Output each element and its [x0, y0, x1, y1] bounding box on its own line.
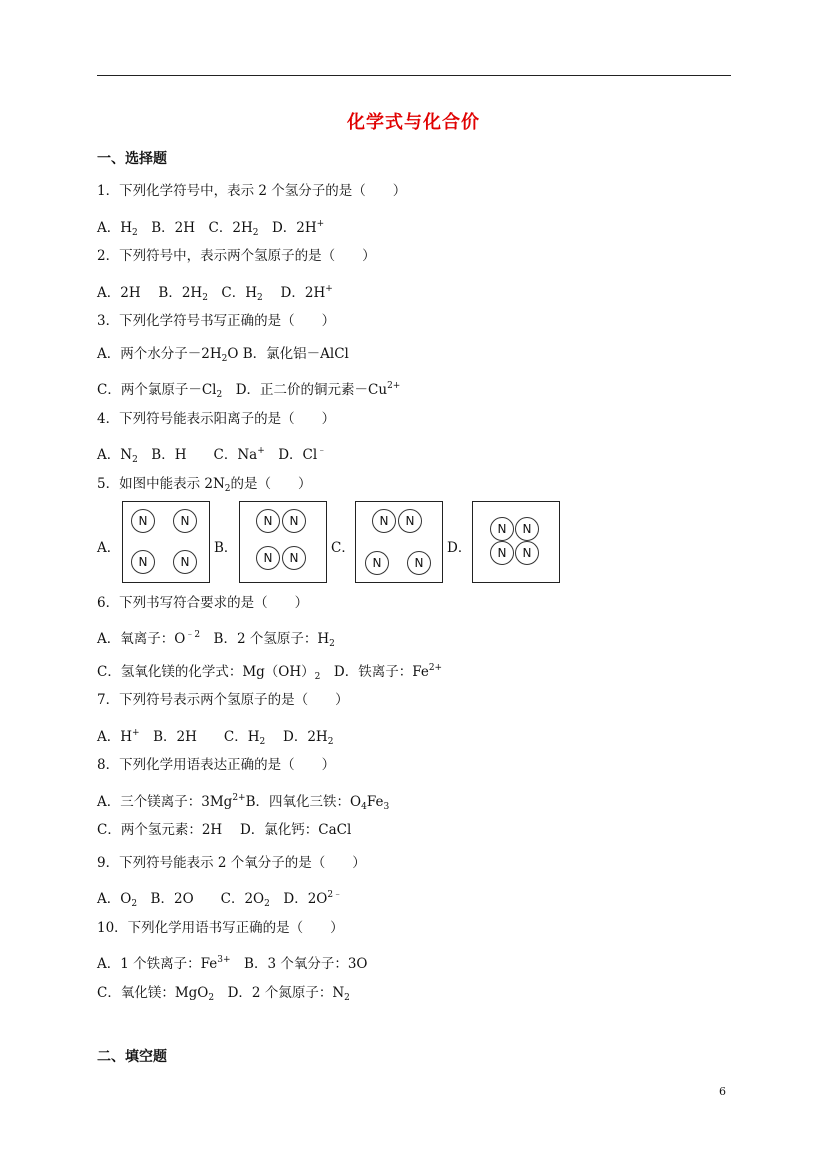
question-9-options: A．$O_2$ B．2O C．$2O_2$ D．$2O^{2﹣}$	[97, 890, 343, 909]
section-heading-fill: 二、填空题	[97, 1049, 167, 1065]
option-b-label: B．	[214, 540, 238, 556]
question-6-options-line1: A．氧离子：$O^{﹣2}$ B．2 个氢原子：$H_2$	[97, 630, 335, 649]
question-3-options-line2: C．两个氯原子$-Cl_2$ D．正二价的铜元素$-Cu^{2+}$	[97, 381, 401, 400]
question-6-stem: 6．下列书写符合要求的是（ ）	[97, 595, 309, 611]
option-d-label: D．	[447, 540, 472, 556]
question-7-options: A．H+ B．2H C．$H_2$ D．$2H_2$	[97, 728, 334, 747]
question-4-stem: 4．下列符号能表示阳离子的是（ ）	[97, 411, 336, 427]
nitrogen-atom: N	[131, 509, 155, 533]
nitrogen-atom: N	[173, 509, 197, 533]
question-3-stem: 3．下列化学符号书写正确的是（ ）	[97, 313, 336, 329]
nitrogen-atom: N	[515, 517, 539, 541]
option-a-label: A．	[97, 540, 121, 556]
option-c-label: C．	[331, 540, 355, 556]
nitrogen-atom: N	[282, 509, 306, 533]
question-8-options-line1: A．三个镁离子：$3Mg^{2+}B$．四氧化三铁：$O_4Fe_3$	[97, 793, 390, 812]
question-7-stem: 7．下列符号表示两个氢原子的是（ ）	[97, 692, 349, 708]
question-10-stem: 10．下列化学用语书写正确的是（ ）	[97, 920, 344, 936]
header-rule	[97, 75, 731, 76]
diagram-d	[472, 501, 560, 583]
question-3-options-line1: A．两个水分子$-2H_2O$ B．氯化铝－AlCl	[97, 346, 349, 364]
question-8-stem: 8．下列化学用语表达正确的是（ ）	[97, 757, 336, 773]
nitrogen-atom: N	[256, 546, 280, 570]
diagram-a	[122, 501, 210, 583]
question-10-options-line1: A．1 个铁离子：$Fe^{3+}$ B．3 个氧分子：3O	[97, 955, 368, 972]
question-2-options: A．2H B．$2H_2$ C．$H_2$ D．2H+	[97, 284, 333, 303]
nitrogen-atom: N	[173, 550, 197, 574]
question-6-options-line2: C．氢氧化镁的化学式：$Mg(OH)_2$ D．铁离子：$Fe^{2+}$	[97, 663, 443, 682]
nitrogen-atom: N	[398, 509, 422, 533]
diagram-b	[239, 501, 327, 583]
nitrogen-atom: N	[365, 551, 389, 575]
nitrogen-atom: N	[282, 546, 306, 570]
nitrogen-atom: N	[256, 509, 280, 533]
question-9-stem: 9．下列符号能表示 2 个氧分子的是（ ）	[97, 855, 366, 871]
question-2-stem: 2．下列符号中，表示两个氢原子的是（ ）	[97, 248, 376, 264]
nitrogen-atom: N	[131, 550, 155, 574]
question-8-options-line2: C．两个氢元素：2H D．氯化钙：CaCl	[97, 822, 352, 838]
nitrogen-atom: N	[407, 551, 431, 575]
question-10-options-line2: C．氧化镁：MgO$_2$ D．2 个氮原子：$N_2$	[97, 985, 350, 1003]
nitrogen-atom: N	[372, 509, 396, 533]
diagram-c	[355, 501, 443, 583]
section-heading-choice: 一、选择题	[97, 151, 167, 167]
question-5-stem: 5．如图中能表示 $2N_2$的是（ ）	[97, 476, 312, 494]
page-title: 化学式与化合价	[347, 112, 480, 133]
nitrogen-atom: N	[515, 541, 539, 565]
question-4-options: A．$N_2$ B．H C．Na+ D．Cl﹣	[97, 446, 327, 465]
question-1-options: A．$H_2$ B．2H C．$2H_2$ D．2H+	[97, 219, 325, 238]
page-number: 6	[719, 1085, 726, 1098]
nitrogen-atom: N	[490, 541, 514, 565]
nitrogen-atom: N	[490, 517, 514, 541]
question-1-stem: 1．下列化学符号中，表示 2 个氢分子的是（ ）	[97, 183, 407, 199]
